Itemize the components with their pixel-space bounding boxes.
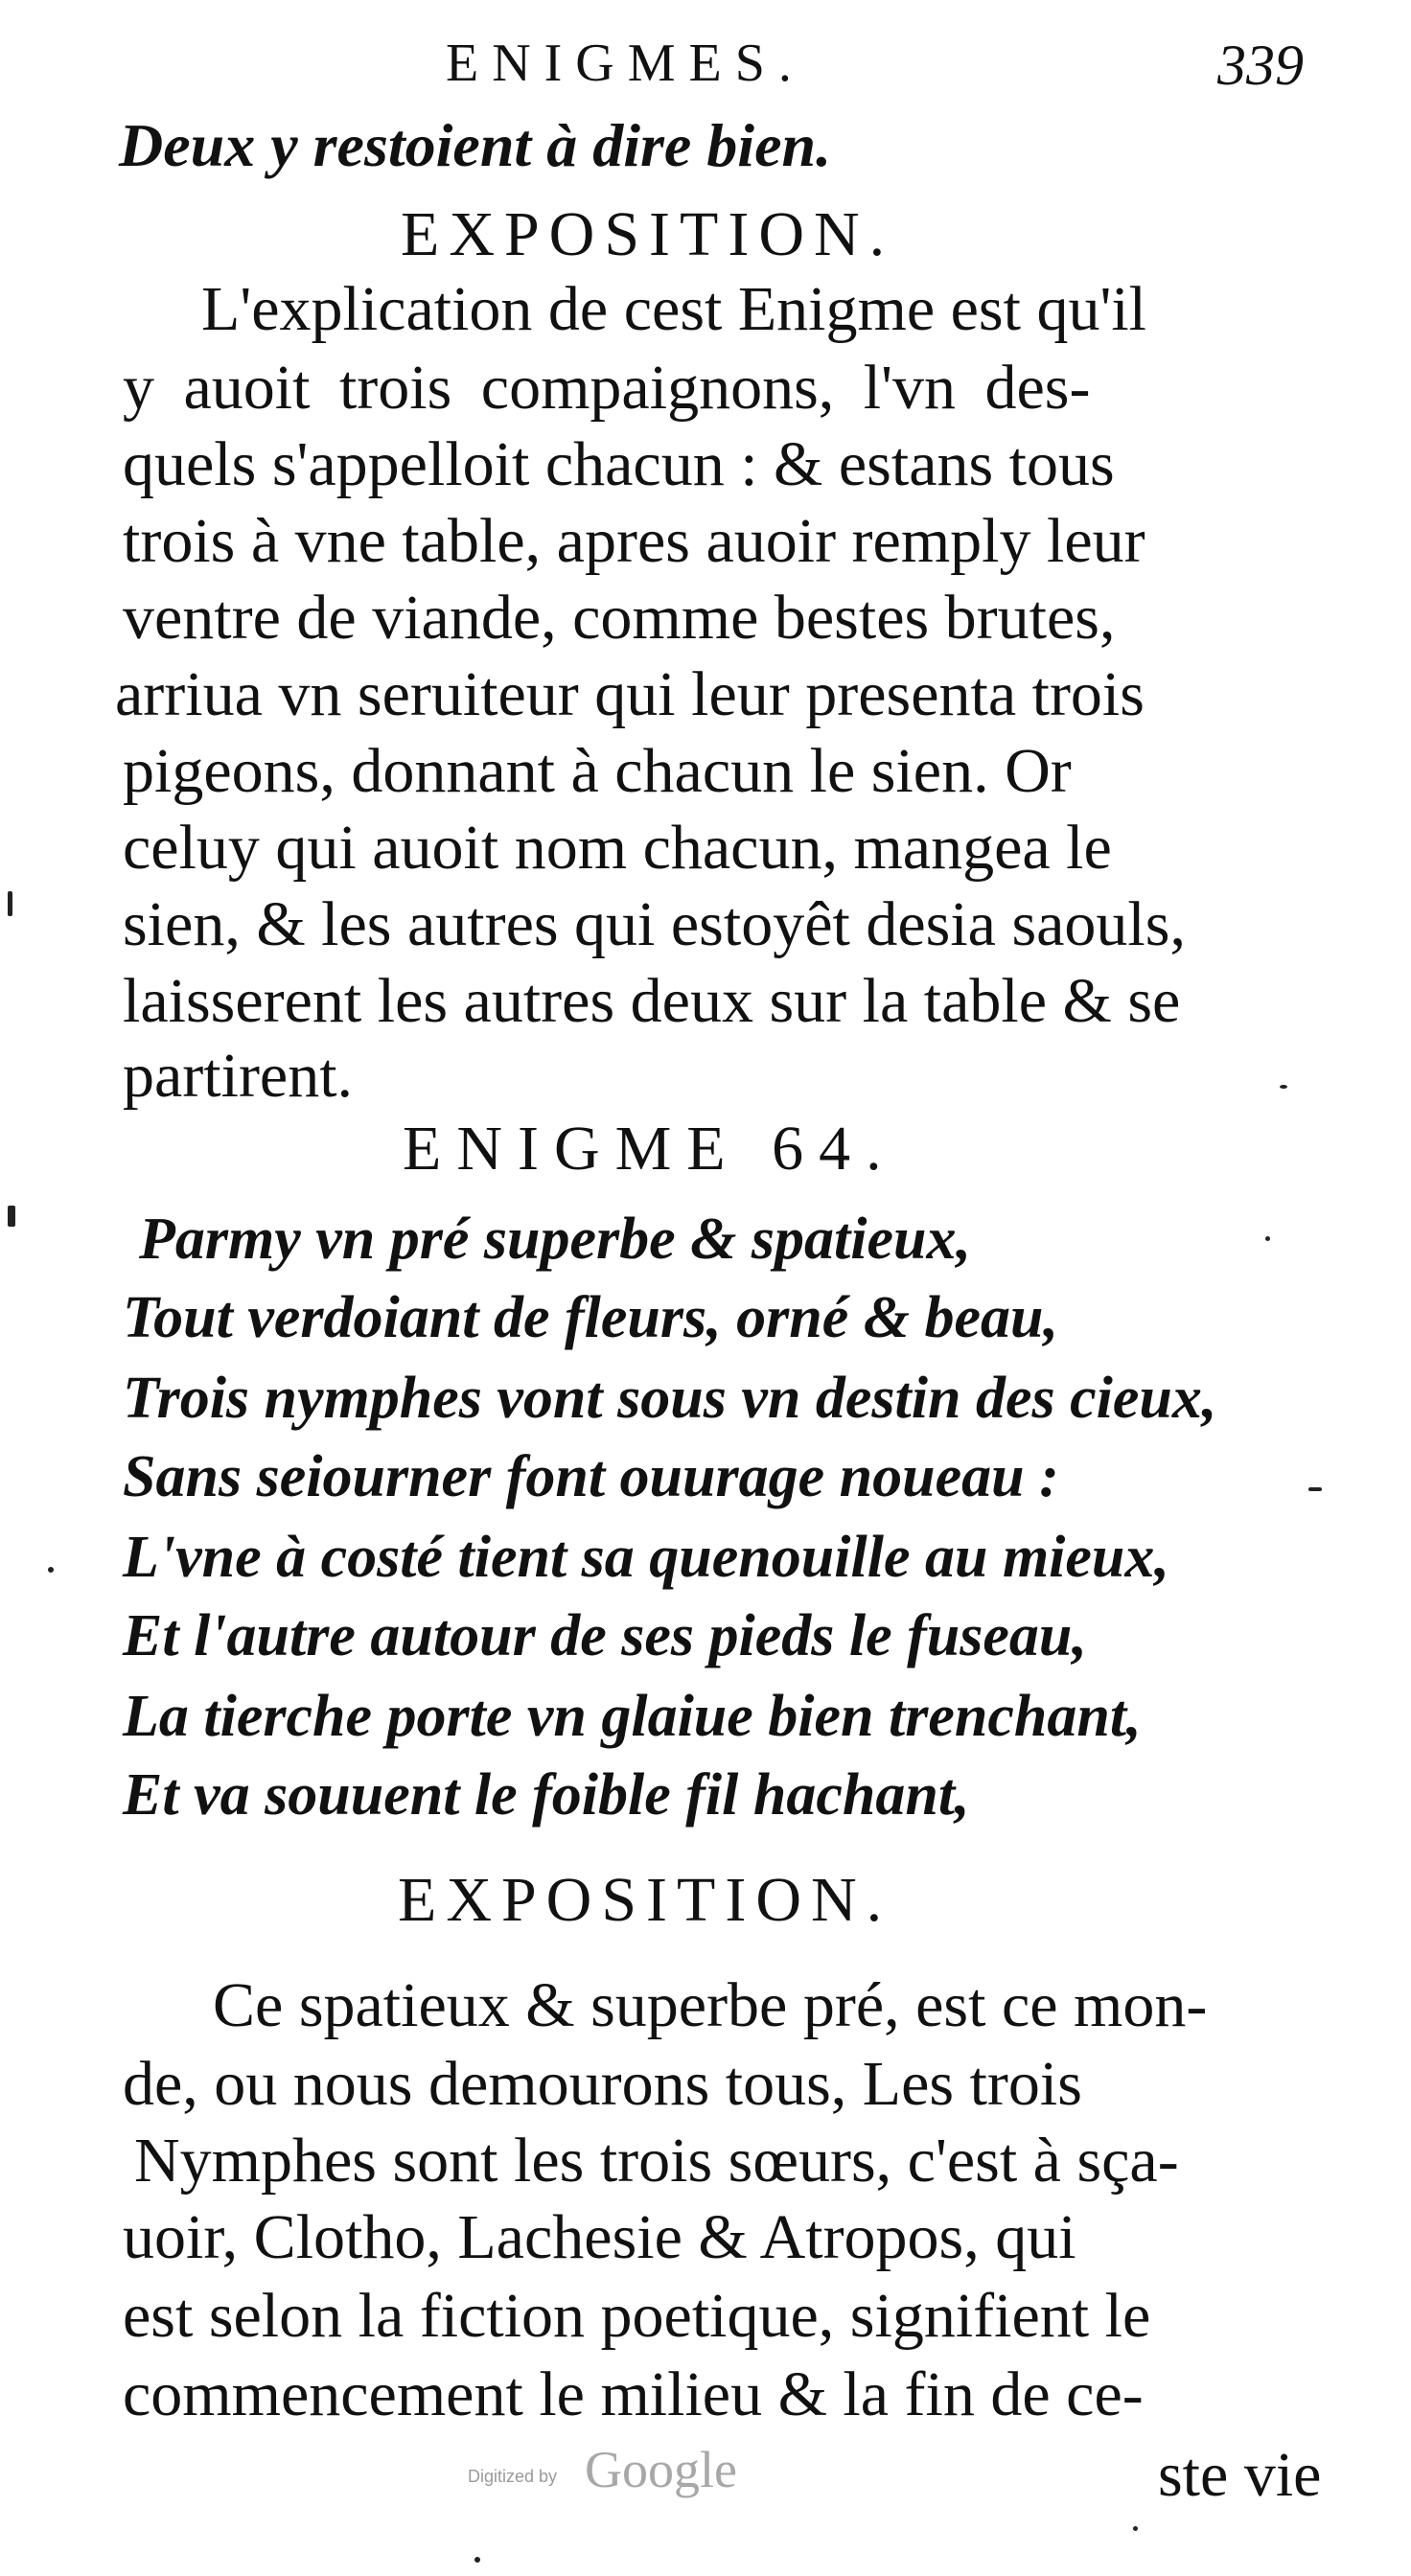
exposition-heading-2: EXPOSITION.: [398, 1865, 892, 1935]
exposition-1-line-1: L'explication de cest Enigme est qu'il: [201, 274, 1147, 344]
enigme-verse-8: Et va souuent le foible fil hachant,: [123, 1762, 970, 1828]
margin-mark: [8, 891, 12, 916]
exposition-2-line-3: Nymphes sont les trois sœurs, c'est à sça-: [134, 2126, 1179, 2196]
enigme-verse-1: Parmy vn pré superbe & spatieux,: [139, 1207, 971, 1272]
margin-speck: [48, 1567, 54, 1573]
exposition-1-line-11: partirent.: [123, 1041, 354, 1111]
catchword: ste vie: [1158, 2440, 1322, 2510]
running-head: ENIGMES.: [446, 34, 805, 93]
enigme-verse-7: La tierche porte vn glaiue bien trenchant,: [123, 1684, 1142, 1749]
exposition-1-line-10: laisserent les autres deux sur la table & se: [123, 966, 1181, 1036]
exposition-2-line-5: est selon la fiction poetique, signifient le: [123, 2281, 1151, 2351]
exposition-2-line-6: commencement le milieu & la fin de ce-: [123, 2359, 1144, 2429]
exposition-1-line-5: ventre de viande, comme bestes brutes,: [123, 583, 1116, 653]
exposition-1-line-7: pigeons, donnant à chacun le sien. Or: [123, 736, 1072, 806]
margin-speck: [1280, 1085, 1287, 1089]
enigme-verse-5: L'vne à costé tient sa quenouille au mieux,: [123, 1525, 1169, 1590]
margin-speck: [1265, 1236, 1270, 1241]
exposition-1-line-6: arriua vn seruiteur qui leur presenta trois: [115, 659, 1145, 729]
exposition-2-line-4: uoir, Clotho, Lachesie & Atropos, qui: [123, 2202, 1076, 2272]
exposition-heading-1: EXPOSITION.: [401, 199, 895, 269]
exposition-2-line-1: Ce spatieux & superbe pré, est ce mon-: [213, 1970, 1208, 2040]
exposition-1-line-8: celuy qui auoit nom chacun, mangea le: [123, 813, 1112, 883]
enigme-verse-2: Tout verdoiant de fleurs, orné & beau,: [123, 1285, 1058, 1350]
verse-end-line: Deux y restoient à dire bien.: [119, 111, 832, 179]
enigme-verse-6: Et l'autre autour de ses pieds le fuseau,: [123, 1603, 1087, 1668]
margin-speck: [1133, 2526, 1138, 2531]
enigme-verse-3: Trois nymphes vont sous vn destin des cieux,: [123, 1366, 1217, 1431]
google-watermark: Google: [585, 2441, 737, 2498]
digitized-by-label: Digitized by: [468, 2467, 558, 2486]
margin-speck: [474, 2557, 480, 2563]
enigme-heading: ENIGME 64.: [403, 1114, 897, 1184]
margin-speck: [1308, 1487, 1322, 1491]
margin-mark: [8, 1206, 15, 1227]
enigme-verse-4: Sans seiourner font ouurage noueau :: [123, 1444, 1059, 1509]
page-number: 339: [1217, 34, 1304, 97]
exposition-1-line-3: quels s'appelloit chacun : & estans tous: [123, 429, 1115, 499]
exposition-1-line-4: trois à vne table, apres auoir remply leur: [123, 506, 1145, 576]
exposition-1-line-9: sien, & les autres qui estoyêt desia saouls,: [123, 889, 1186, 959]
exposition-2-line-2: de, ou nous demourons tous, Les trois: [123, 2049, 1082, 2119]
exposition-1-line-2: y auoit trois compaignons, l'vn des-: [123, 353, 1091, 423]
